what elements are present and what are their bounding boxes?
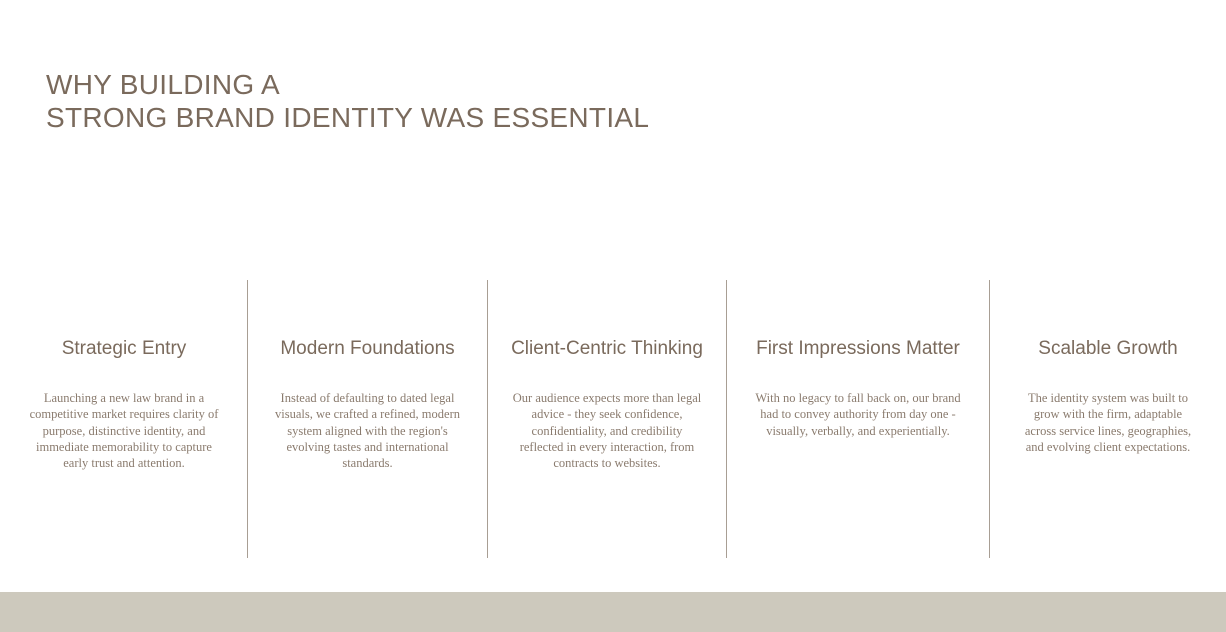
footer-band (0, 592, 1226, 632)
column-body: The identity system was built to grow with the firm, adaptable across service lines, geographies, and evolving client expectations. (1024, 391, 1192, 454)
column-title: Modern Foundations (280, 338, 455, 359)
column-body: Instead of defaulting to dated legal visuals, we crafted a refined, modern system aligned with the region's evolving tastes and international standards. (275, 391, 460, 471)
column-title: Client-Centric Thinking (511, 338, 703, 359)
page-title-line-1: WHY BUILDING A (46, 69, 280, 100)
column-body: Our audience expects more than legal advice - they seek confidence, confidentiality, and credibility reflected in every interaction, from contracts to websites. (512, 391, 702, 471)
column-body: With no legacy to fall back on, our brand had to convey authority from day one - visually, verbally, and experientially. (755, 391, 961, 438)
column-title: First Impressions Matter (756, 338, 960, 359)
column-modern-foundations (248, 280, 487, 558)
page-title (46, 68, 649, 134)
column-body: Launching a new law brand in a competitive market requires clarity of purpose, distinctive identity, and immediate memorability to capture early trust and attention. (29, 391, 219, 471)
column-first-impressions (727, 280, 989, 558)
column-client-centric-thinking (488, 280, 726, 558)
reasons-columns (0, 280, 1226, 558)
column-title: Scalable Growth (1038, 338, 1178, 359)
column-strategic-entry (10, 280, 238, 558)
column-scalable-growth (990, 280, 1226, 558)
column-title: Strategic Entry (61, 338, 187, 359)
page-title-line-2: STRONG BRAND IDENTITY WAS ESSENTIAL (46, 102, 650, 133)
